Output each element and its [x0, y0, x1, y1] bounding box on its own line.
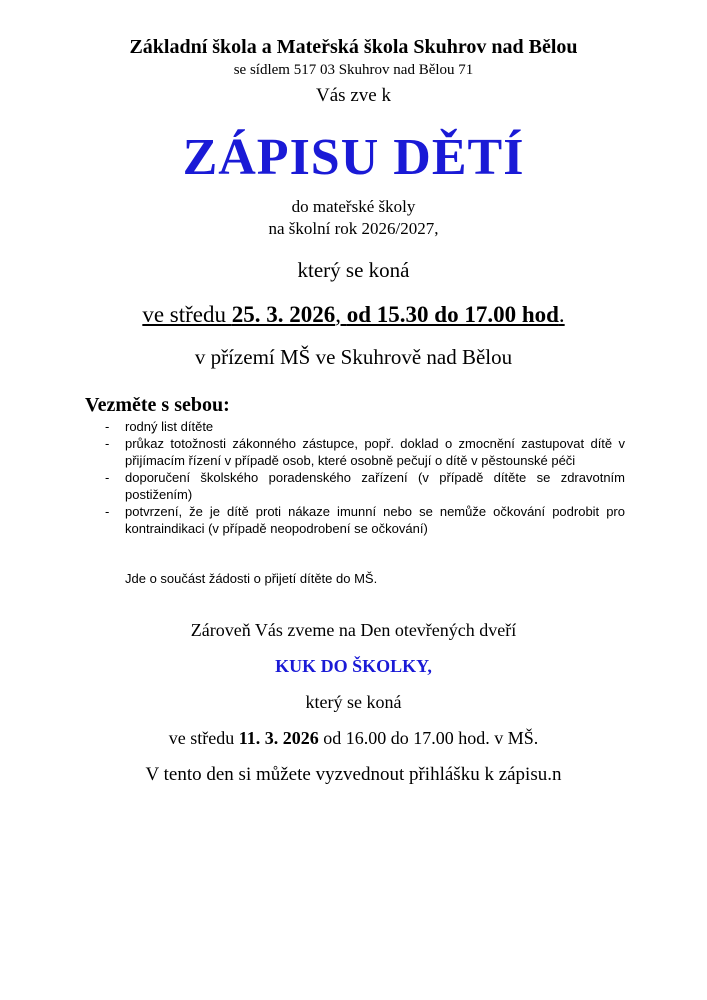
school-address: se sídlem 517 03 Skuhrov nad Bělou 71 [233, 62, 474, 78]
list-item: - rodný list dítěte [105, 419, 214, 434]
which-text: který se koná [297, 258, 410, 282]
pickup-note: V tento den si můžete vyzvednout přihlášku k zápisu.n [145, 764, 562, 785]
subline-kindergarten: do mateřské školy [291, 197, 416, 216]
school-name: Základní škola a Mateřská škola Skuhrov nad Bělou [129, 36, 578, 58]
open-day-intro: Zároveň Vás zveme na Den otevřených dveří [190, 620, 517, 640]
open-day-date-suffix: od 16.00 do 17.00 hod. v MŠ. [318, 728, 539, 748]
bring-title: Vezměte s sebou: [85, 394, 230, 416]
open-day-which: který se koná [305, 692, 402, 712]
date-prefix: ve středu [142, 302, 232, 327]
headline: ZÁPISU DĚTÍ [182, 129, 525, 186]
open-day-title: KUK DO ŠKOLKY, [275, 656, 432, 676]
enrollment-time: od 15.30 do 17.00 hod [346, 302, 559, 327]
open-day-date-prefix: ve středu [168, 728, 239, 748]
date-suffix: . [558, 302, 565, 327]
subline-school-year: na školní rok 2026/2027, [268, 219, 439, 238]
list-item: - potvrzení, že je dítě proti nákaze imunní nebo se nemůže očkování podrobit pro kontraindikaci (v případě neopodrobení se očkování) [105, 504, 625, 536]
date-separator: , [335, 302, 347, 327]
enrollment-place: v přízemí MŠ ve Skuhrově nad Bělou [194, 345, 513, 369]
invite-text: Vás zve k [316, 85, 391, 106]
enrollment-date: 25. 3. 2026 [231, 302, 336, 327]
bring-note: Jde o součást žádosti o přijetí dítěte do MŠ. [125, 571, 378, 586]
list-item: - průkaz totožnosti zákonného zástupce, popř. doklad o zmocnění zastupovat dítě v přijímacím řízení v případě osob, které osobně pečují o dítě v pěstounské péči [105, 436, 625, 468]
list-item: - doporučení školského poradenského zařízení (v případě dítěte se zdravotním postižením) [105, 470, 625, 502]
open-day-date-line [0, 728, 707, 749]
enrollment-date-line [0, 302, 707, 328]
bring-list [105, 418, 625, 537]
open-day-date: 11. 3. 2026 [238, 728, 319, 748]
